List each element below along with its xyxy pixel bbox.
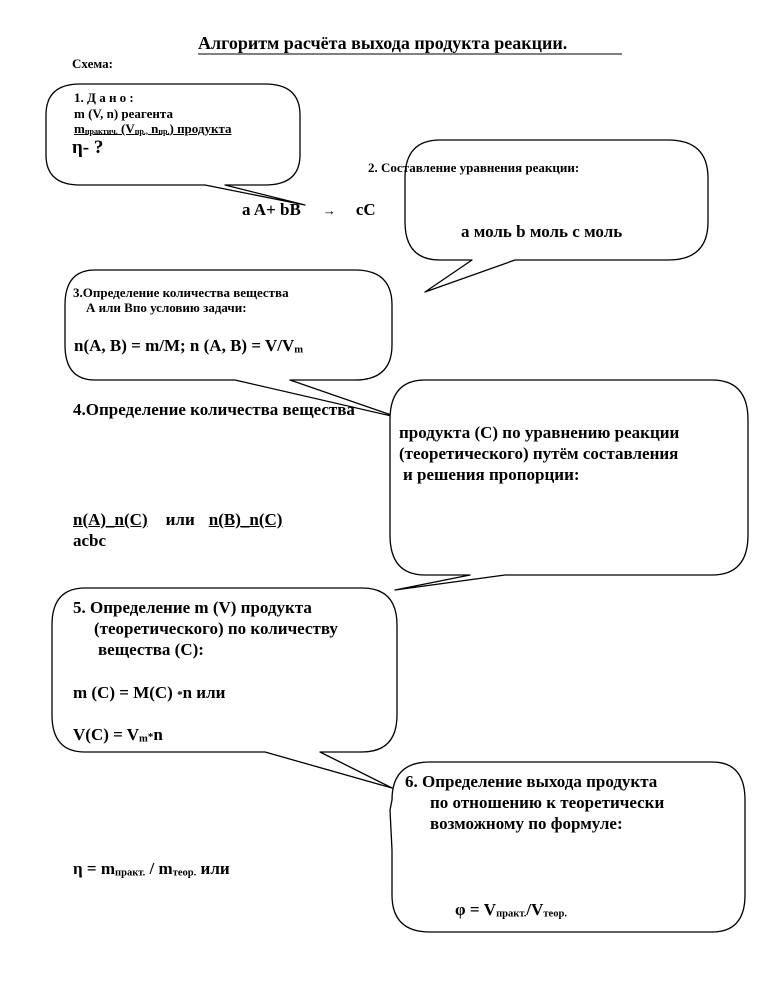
- step6-line2: по отношению к теоретически: [430, 793, 665, 812]
- step1-eta: η- ?: [72, 137, 104, 158]
- step4-heading: 4.Определение количества вещества: [73, 400, 355, 419]
- page-title: Алгоритм расчёта выхода продукта реакции.: [198, 33, 568, 53]
- step1-line2: $m_{практич.}$ ($V_{пр.,}$ $n_{пр.}$) продукта: [74, 121, 232, 137]
- step5-line2: (теоретического) по количеству: [94, 619, 338, 638]
- step6-line3: возможному по формуле:: [430, 814, 623, 833]
- step1-line1: m (V, n) реагента: [74, 106, 173, 121]
- step3-line2: А или Впо условию задачи:: [86, 300, 247, 315]
- step2-heading: 2. Составление уравнения реакции:: [368, 160, 580, 175]
- step3-formula: n(A, B) = m/M; n (A, $B) = V/V_m$: [74, 336, 304, 356]
- step6-line1: 6. Определение выхода продукта: [405, 772, 658, 791]
- step2-equation: a A+ bB → cC: [242, 200, 376, 219]
- step2-moles: а моль b моль с моль: [461, 222, 623, 241]
- step3-line1: 3.Определение количества вещества: [73, 285, 289, 300]
- step1-heading: 1. Д а н о :: [74, 90, 134, 105]
- step4-line3: и решения пропорции:: [403, 465, 580, 484]
- scheme-label: Схема:: [72, 56, 113, 71]
- step5-formula-mass: m (C) = M(C) *n или: [73, 683, 226, 702]
- step4-line1: продукта (С) по уравнению реакции: [399, 423, 680, 442]
- step5-formula-volume: $V(C) = V_m*n$: [73, 725, 163, 745]
- step4-proportion: n(A)_n(C) или n(B)_n(C): [73, 510, 283, 529]
- step5-line3: вещества (С):: [98, 640, 204, 659]
- step6-eta-formula: $\eta = m_{практ.} / m_{теор.}$ или: [73, 859, 230, 879]
- step4-denominators: acbc: [73, 531, 107, 550]
- step6-phi-formula: $\varphi = V_{практ.}/V_{теор.}$: [455, 900, 567, 920]
- step4-line2: (теоретического) путём составления: [399, 444, 679, 463]
- step5-line1: 5. Определение m (V) продукта: [73, 598, 312, 617]
